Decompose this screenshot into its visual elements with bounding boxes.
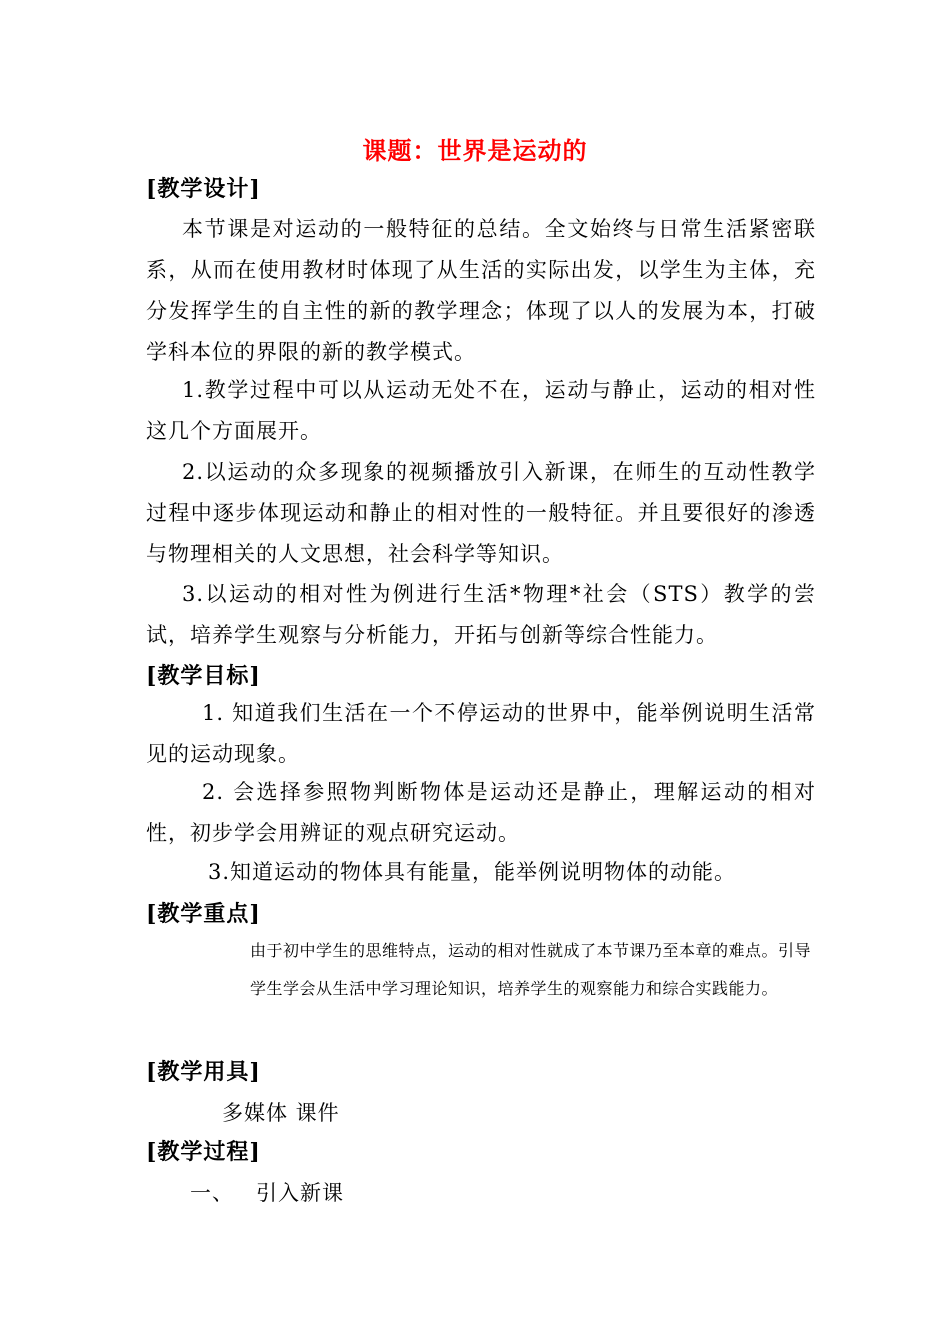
process-item-label: 引入新课	[256, 1181, 344, 1205]
design-paragraph-1: 1.教学过程中可以从运动无处不在，运动与静止，运动的相对性这几个方面展开。	[146, 378, 816, 443]
process-item-1	[190, 1177, 344, 1207]
design-paragraph-3: 3.以运动的相对性为例进行生活*物理*社会（STS）教学的尝试，培养学生观察与分析能力，开拓与创新等综合性能力。	[146, 582, 816, 647]
design-paragraph-2: 2.以运动的众多现象的视频播放引入新课，在师生的互动性教学过程中逐步体现运动和静止的相对性的一般特征。并且要很好的渗透与物理相关的人文思想，社会科学等知识。	[146, 460, 816, 566]
document-title: 课题：世界是运动的	[362, 136, 588, 165]
process-item-number: 一、	[190, 1181, 234, 1205]
key-points-heading: [教学重点]	[146, 901, 261, 927]
tools-text: 多媒体 课件	[222, 1101, 340, 1125]
goal-item-2: 2. 会选择参照物判断物体是运动还是静止，理解运动的相对性，初步学会用辨证的观点研究运动。	[146, 780, 816, 845]
design-heading: [教学设计]	[146, 176, 261, 202]
key-points-text: 由于初中学生的思维特点，运动的相对性就成了本节课乃至本章的难点。引导学生学会从生活中学习理论知识，培养学生的观察能力和综合实践能力。	[250, 941, 812, 998]
tools-heading: [教学用具]	[146, 1059, 261, 1085]
goal-item-3: 3.知道运动的物体具有能量，能举例说明物体的动能。	[208, 860, 737, 884]
design-paragraph-intro: 本节课是对运动的一般特征的总结。全文始终与日常生活紧密联系，从而在使用教材时体现了从生活的实际出发，以学生为主体，充分发挥学生的自主性的新的教学理念；体现了以人的发展为本，打破学科本位的界限的新的教学模式。	[146, 217, 816, 364]
goal-item-1: 1. 知道我们生活在一个不停运动的世界中，能举例说明生活常见的运动现象。	[146, 701, 816, 766]
process-heading: [教学过程]	[146, 1139, 261, 1165]
goals-heading: [教学目标]	[146, 663, 261, 689]
